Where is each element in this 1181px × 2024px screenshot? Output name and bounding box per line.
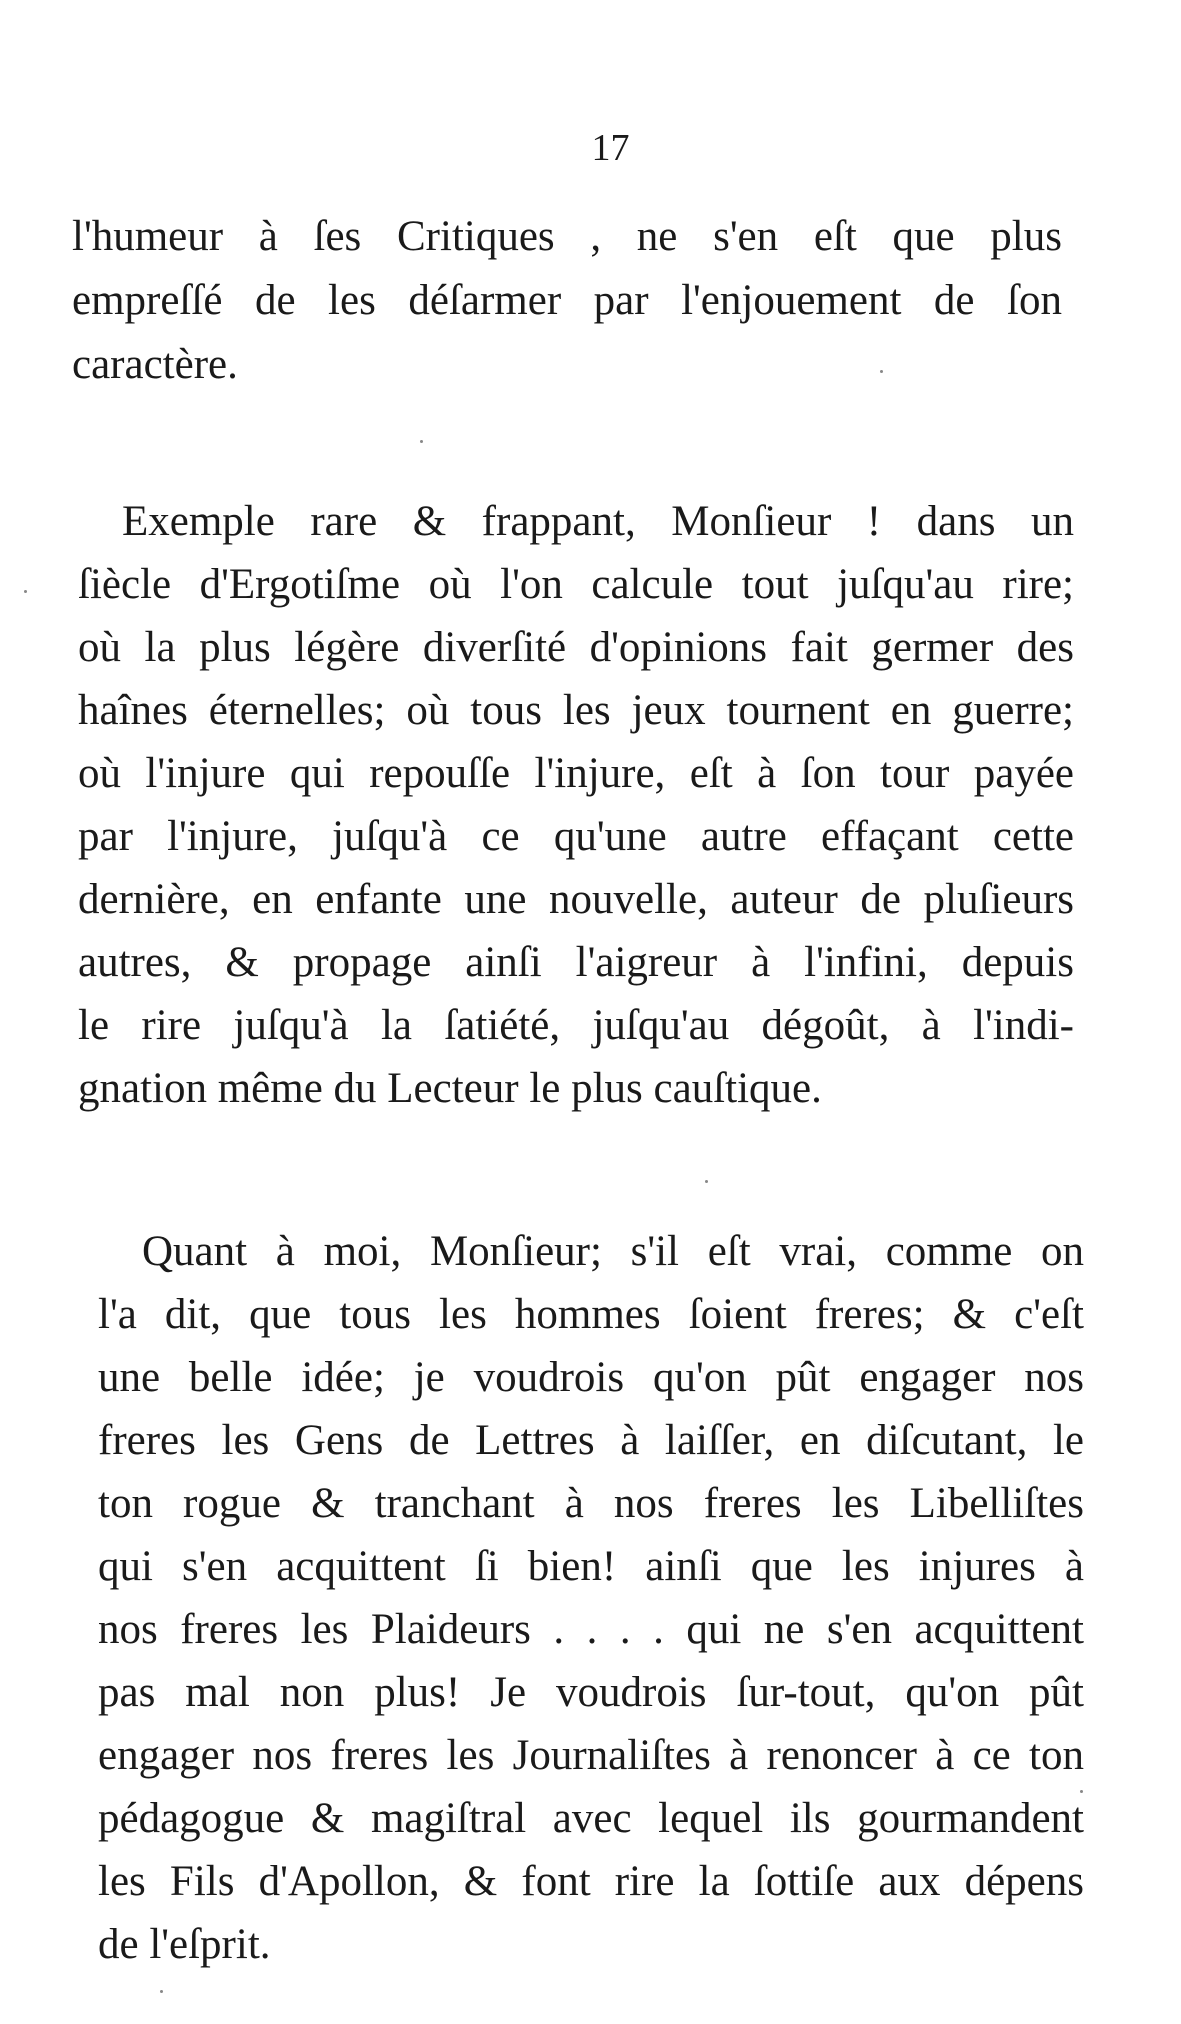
text-line: caractère. [72, 341, 238, 388]
scan-speck [1080, 1790, 1083, 1793]
text-line: autres, & propage ainſi l'aigreur à l'infini, depuis [78, 939, 1074, 986]
text-line: haînes éternelles; où tous les jeux tournent en guerre; [78, 687, 1074, 734]
text-line: engager nos freres les Journaliſtes à renoncer à ce ton [98, 1732, 1084, 1779]
text-line: l'humeur à ſes Critiques , ne s'en eſt que plus [72, 213, 1062, 260]
text-line: l'a dit, que tous les hommes ſoient freres; & c'eſt [98, 1291, 1084, 1338]
text-line: ton rogue & tranchant à nos freres les Libelliſtes [98, 1480, 1084, 1527]
scan-speck [24, 590, 27, 593]
paragraph-1 [72, 205, 1062, 397]
text-line: Quant à moi, Monſieur; s'il eſt vrai, comme on [142, 1228, 1084, 1275]
paragraph-3 [98, 1220, 1084, 1976]
text-line: le rire juſqu'à la ſatiété, juſqu'au dégoût, à l'indi- [78, 1002, 1074, 1049]
text-line: freres les Gens de Lettres à laiſſer, en diſcutant, le [98, 1417, 1084, 1464]
scan-speck [420, 440, 423, 443]
text-line: les Fils d'Apollon, & font rire la ſottiſe aux dépens [98, 1858, 1084, 1905]
paragraph-2 [78, 490, 1074, 1120]
text-line: par l'injure, juſqu'à ce qu'une autre effaçant cette [78, 813, 1074, 860]
scan-speck [160, 1990, 163, 1993]
text-line: gnation même du Lecteur le plus cauſtique. [78, 1065, 822, 1112]
text-line: dernière, en enfante une nouvelle, auteur de pluſieurs [78, 876, 1074, 923]
text-line: nos freres les Plaideurs . . . . qui ne s'en acquittent [98, 1606, 1084, 1653]
text-line: pédagogue & magiſtral avec lequel ils gourmandent [98, 1795, 1084, 1842]
page-number: 17 [591, 127, 630, 169]
text-line: où l'injure qui repouſſe l'injure, eſt à ſon tour payée [78, 750, 1074, 797]
text-line: empreſſé de les déſarmer par l'enjouement de ſon [72, 277, 1062, 324]
scan-speck [705, 1180, 708, 1183]
text-line: de l'eſprit. [98, 1921, 271, 1968]
scan-speck [880, 370, 883, 373]
text-line: où la plus légère diverſité d'opinions fait germer des [78, 624, 1074, 671]
text-line: ſiècle d'Ergotiſme où l'on calcule tout juſqu'au rire; [78, 561, 1074, 608]
text-line: une belle idée; je voudrois qu'on pût engager nos [98, 1354, 1084, 1401]
text-line: Exemple rare & frappant, Monſieur ! dans un [122, 498, 1074, 545]
text-line: qui s'en acquittent ſi bien! ainſi que les injures à [98, 1543, 1084, 1590]
text-line: pas mal non plus! Je voudrois ſur-tout, qu'on pût [98, 1669, 1084, 1716]
